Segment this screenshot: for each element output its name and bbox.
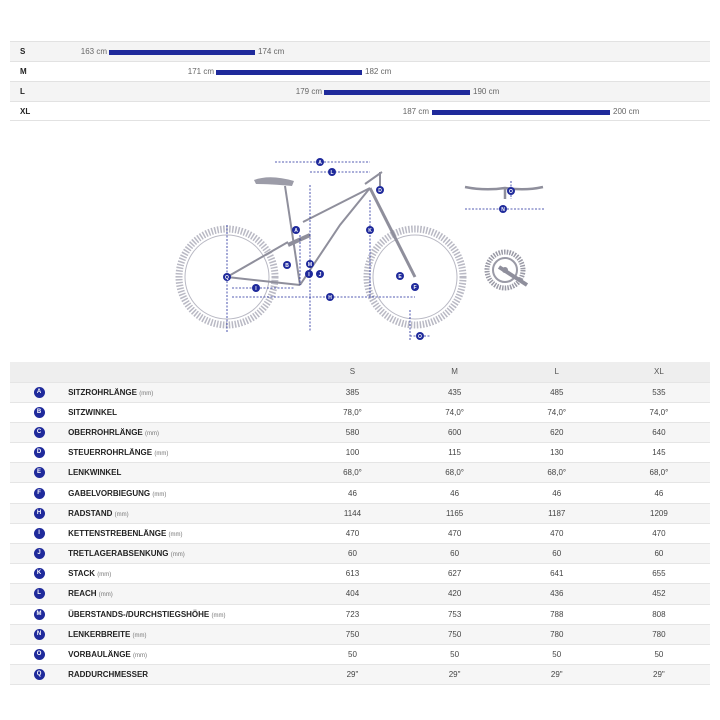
row-value: 788 bbox=[506, 604, 608, 624]
row-value: 470 bbox=[608, 523, 710, 543]
header-size-xl: XL bbox=[608, 362, 710, 382]
letter-badge: H bbox=[34, 508, 45, 519]
size-label: M bbox=[20, 67, 27, 76]
table-body bbox=[10, 382, 710, 685]
svg-text:M: M bbox=[307, 261, 313, 268]
row-value: 68,0° bbox=[301, 463, 403, 483]
row-value: 46 bbox=[608, 483, 710, 503]
size-label: L bbox=[20, 87, 25, 96]
row-letter-cell bbox=[10, 624, 68, 644]
letter-badge: F bbox=[34, 488, 45, 499]
svg-text:L: L bbox=[330, 169, 334, 176]
row-unit: (mm) bbox=[144, 430, 159, 437]
bike-frame bbox=[227, 169, 415, 285]
row-value: 50 bbox=[506, 644, 608, 664]
table-row bbox=[10, 665, 710, 685]
row-value: 600 bbox=[404, 422, 506, 442]
row-value: 50 bbox=[301, 644, 403, 664]
label-i bbox=[305, 270, 313, 278]
row-value: 620 bbox=[506, 422, 608, 442]
row-value: 46 bbox=[506, 483, 608, 503]
row-unit: (mm) bbox=[139, 390, 154, 397]
row-name-cell bbox=[68, 544, 301, 564]
svg-text:J: J bbox=[318, 271, 322, 278]
row-value: 46 bbox=[404, 483, 506, 503]
row-value: 74,0° bbox=[608, 402, 710, 422]
size-chart bbox=[10, 41, 710, 121]
letter-badge: I bbox=[34, 528, 45, 539]
row-value: 100 bbox=[301, 443, 403, 463]
row-value: 60 bbox=[506, 544, 608, 564]
row-letter-cell bbox=[10, 463, 68, 483]
size-row-s bbox=[10, 41, 710, 61]
label-f bbox=[411, 283, 419, 291]
row-name: REACH bbox=[68, 589, 97, 599]
size-min: 187 cm bbox=[402, 107, 429, 116]
row-value: 50 bbox=[404, 644, 506, 664]
label-c bbox=[316, 158, 324, 166]
row-letter-cell bbox=[10, 443, 68, 463]
size-row-m bbox=[10, 61, 710, 81]
row-name: GABELVORBIEGUNG bbox=[68, 488, 151, 498]
table-row bbox=[10, 463, 710, 483]
table-row bbox=[10, 544, 710, 564]
row-value: 750 bbox=[404, 624, 506, 644]
header-name bbox=[68, 362, 301, 382]
size-label: S bbox=[20, 47, 26, 56]
header-size-s: S bbox=[301, 362, 403, 382]
label-l bbox=[328, 168, 336, 176]
row-value: 60 bbox=[404, 544, 506, 564]
component-detail-diagram bbox=[455, 175, 555, 300]
row-name: SITZWINKEL bbox=[68, 407, 117, 417]
row-name: LENKERBREITE bbox=[68, 629, 131, 639]
row-unit: (mm) bbox=[97, 572, 112, 579]
row-name-cell bbox=[68, 644, 301, 664]
svg-text:E: E bbox=[398, 273, 402, 280]
row-value: 74,0° bbox=[404, 402, 506, 422]
letter-badge: N bbox=[34, 629, 45, 640]
table-row bbox=[10, 624, 710, 644]
row-name-cell bbox=[68, 402, 301, 422]
row-value: 452 bbox=[608, 584, 710, 604]
letter-badge: L bbox=[34, 588, 45, 599]
row-value: 74,0° bbox=[506, 402, 608, 422]
label-a bbox=[292, 226, 300, 234]
label-k bbox=[366, 226, 374, 234]
label-m bbox=[306, 260, 314, 268]
row-value: 435 bbox=[404, 382, 506, 402]
label-b bbox=[283, 261, 291, 269]
row-value: 470 bbox=[404, 523, 506, 543]
table-row bbox=[10, 644, 710, 664]
row-unit: (mm) bbox=[132, 632, 147, 639]
row-value: 780 bbox=[608, 624, 710, 644]
header-size-m: M bbox=[404, 362, 506, 382]
row-unit: (mm) bbox=[211, 612, 226, 619]
row-name-cell bbox=[68, 422, 301, 442]
row-value: 115 bbox=[404, 443, 506, 463]
size-min: 163 cm bbox=[80, 47, 107, 56]
row-name: RADSTAND bbox=[68, 508, 113, 518]
row-unit: (mm) bbox=[132, 653, 147, 660]
row-letter-cell bbox=[10, 483, 68, 503]
letter-badge: J bbox=[34, 548, 45, 559]
table-row bbox=[10, 382, 710, 402]
row-name-cell bbox=[68, 584, 301, 604]
row-letter-cell bbox=[10, 382, 68, 402]
row-value: 535 bbox=[608, 382, 710, 402]
row-value: 613 bbox=[301, 564, 403, 584]
row-value: 68,0° bbox=[608, 463, 710, 483]
size-max: 174 cm bbox=[258, 47, 285, 56]
row-letter-cell bbox=[10, 523, 68, 543]
row-value: 1187 bbox=[506, 503, 608, 523]
size-range-bar bbox=[324, 90, 470, 95]
table-row bbox=[10, 503, 710, 523]
row-value: 385 bbox=[301, 382, 403, 402]
table-row bbox=[10, 604, 710, 624]
handlebar bbox=[465, 187, 543, 199]
row-name: LENKWINKEL bbox=[68, 468, 122, 478]
bike-geometry-diagram bbox=[170, 150, 470, 345]
row-value: 29" bbox=[404, 665, 506, 685]
row-value: 627 bbox=[404, 564, 506, 584]
row-value: 29" bbox=[301, 665, 403, 685]
letter-badge: A bbox=[34, 387, 45, 398]
row-name: RADDURCHMESSER bbox=[68, 670, 149, 680]
size-row-l bbox=[10, 81, 710, 101]
table-row bbox=[10, 483, 710, 503]
row-unit: (mm) bbox=[98, 592, 113, 599]
letter-badge: Q bbox=[34, 669, 45, 680]
label-l2 bbox=[252, 284, 260, 292]
row-letter-cell bbox=[10, 544, 68, 564]
row-unit: (mm) bbox=[154, 451, 169, 458]
row-letter-cell bbox=[10, 503, 68, 523]
label-e bbox=[396, 272, 404, 280]
row-name-cell bbox=[68, 564, 301, 584]
svg-text:A: A bbox=[294, 227, 298, 234]
size-range-bar bbox=[432, 110, 610, 115]
table-row bbox=[10, 584, 710, 604]
row-name: TRETLAGERABSENKUNG bbox=[68, 549, 169, 559]
row-value: 60 bbox=[608, 544, 710, 564]
row-value: 68,0° bbox=[506, 463, 608, 483]
row-name: SITZROHRLÄNGE bbox=[68, 387, 137, 397]
label-q bbox=[223, 273, 231, 281]
size-range-bar bbox=[109, 50, 255, 55]
row-name-cell bbox=[68, 443, 301, 463]
row-unit: (mm) bbox=[170, 552, 185, 559]
row-value: 78,0° bbox=[301, 402, 403, 422]
letter-badge: M bbox=[34, 609, 45, 620]
row-name: ÜBERSTANDS-/DURCHSTIEGSHÖHE bbox=[68, 609, 210, 619]
svg-text:A: A bbox=[318, 159, 322, 166]
svg-text:F: F bbox=[413, 284, 417, 291]
row-name-cell bbox=[68, 665, 301, 685]
row-letter-cell bbox=[10, 665, 68, 685]
row-value: 655 bbox=[608, 564, 710, 584]
row-unit: (mm) bbox=[168, 531, 183, 538]
letter-badge: C bbox=[34, 427, 45, 438]
size-min: 179 cm bbox=[295, 87, 322, 96]
table-row bbox=[10, 564, 710, 584]
row-value: 640 bbox=[608, 422, 710, 442]
row-name-cell bbox=[68, 523, 301, 543]
row-letter-cell bbox=[10, 604, 68, 624]
row-value: 436 bbox=[506, 584, 608, 604]
label-j bbox=[316, 270, 324, 278]
row-letter-cell bbox=[10, 644, 68, 664]
row-name-cell bbox=[68, 382, 301, 402]
svg-text:I: I bbox=[255, 285, 257, 292]
letter-badge: D bbox=[34, 447, 45, 458]
table-row bbox=[10, 422, 710, 442]
size-max: 190 cm bbox=[473, 87, 500, 96]
label-h bbox=[326, 293, 334, 301]
table-row bbox=[10, 523, 710, 543]
svg-text:B: B bbox=[285, 262, 289, 269]
row-value: 753 bbox=[404, 604, 506, 624]
size-label: XL bbox=[20, 107, 31, 116]
row-value: 470 bbox=[301, 523, 403, 543]
row-value: 29" bbox=[506, 665, 608, 685]
row-value: 641 bbox=[506, 564, 608, 584]
svg-text:H: H bbox=[328, 294, 332, 301]
row-name-cell bbox=[68, 463, 301, 483]
row-value: 404 bbox=[301, 584, 403, 604]
svg-text:O: O bbox=[418, 333, 422, 340]
row-value: 29" bbox=[608, 665, 710, 685]
row-value: 130 bbox=[506, 443, 608, 463]
label-d bbox=[376, 186, 384, 194]
row-name-cell bbox=[68, 483, 301, 503]
row-value: 580 bbox=[301, 422, 403, 442]
row-letter-cell bbox=[10, 422, 68, 442]
svg-text:N: N bbox=[501, 206, 505, 213]
table-header bbox=[10, 362, 710, 382]
letter-badge: B bbox=[34, 407, 45, 418]
row-value: 1209 bbox=[608, 503, 710, 523]
letter-badge: E bbox=[34, 467, 45, 478]
row-value: 145 bbox=[608, 443, 710, 463]
svg-text:O: O bbox=[509, 188, 513, 195]
row-value: 60 bbox=[301, 544, 403, 564]
geometry-table bbox=[10, 362, 710, 685]
row-name-cell bbox=[68, 624, 301, 644]
svg-text:D: D bbox=[378, 187, 382, 194]
row-value: 50 bbox=[608, 644, 710, 664]
row-letter-cell bbox=[10, 564, 68, 584]
row-name-cell bbox=[68, 604, 301, 624]
row-name: VORBAULÄNGE bbox=[68, 650, 131, 660]
table-row bbox=[10, 402, 710, 422]
label-o bbox=[507, 187, 515, 195]
size-range-bar bbox=[216, 70, 362, 75]
label-o-foot bbox=[416, 332, 424, 340]
row-name: STACK bbox=[68, 569, 96, 579]
svg-text:K: K bbox=[368, 227, 372, 234]
letter-badge: K bbox=[34, 568, 45, 579]
header-letter bbox=[10, 362, 68, 382]
row-value: 420 bbox=[404, 584, 506, 604]
row-value: 470 bbox=[506, 523, 608, 543]
row-value: 723 bbox=[301, 604, 403, 624]
label-n bbox=[499, 205, 507, 213]
table-row bbox=[10, 443, 710, 463]
row-value: 485 bbox=[506, 382, 608, 402]
row-value: 808 bbox=[608, 604, 710, 624]
row-value: 780 bbox=[506, 624, 608, 644]
size-max: 200 cm bbox=[613, 107, 640, 116]
row-unit: (mm) bbox=[152, 491, 167, 498]
size-max: 182 cm bbox=[365, 67, 392, 76]
svg-text:I: I bbox=[308, 271, 310, 278]
size-min: 171 cm bbox=[187, 67, 214, 76]
saddle bbox=[254, 177, 294, 186]
row-unit: (mm) bbox=[114, 511, 129, 518]
row-letter-cell bbox=[10, 402, 68, 422]
row-value: 750 bbox=[301, 624, 403, 644]
row-value: 46 bbox=[301, 483, 403, 503]
row-name: STEUERROHRLÄNGE bbox=[68, 448, 153, 458]
dimension-lines bbox=[227, 159, 430, 340]
row-letter-cell bbox=[10, 584, 68, 604]
row-value: 1165 bbox=[404, 503, 506, 523]
size-row-xl bbox=[10, 101, 710, 121]
row-name-cell bbox=[68, 503, 301, 523]
row-name: OBERROHRLÄNGE bbox=[68, 427, 143, 437]
row-value: 1144 bbox=[301, 503, 403, 523]
header-size-l: L bbox=[506, 362, 608, 382]
row-name: KETTENSTREBENLÄNGE bbox=[68, 528, 167, 538]
svg-text:Q: Q bbox=[225, 274, 229, 281]
row-value: 68,0° bbox=[404, 463, 506, 483]
letter-badge: O bbox=[34, 649, 45, 660]
crankset bbox=[487, 252, 527, 288]
